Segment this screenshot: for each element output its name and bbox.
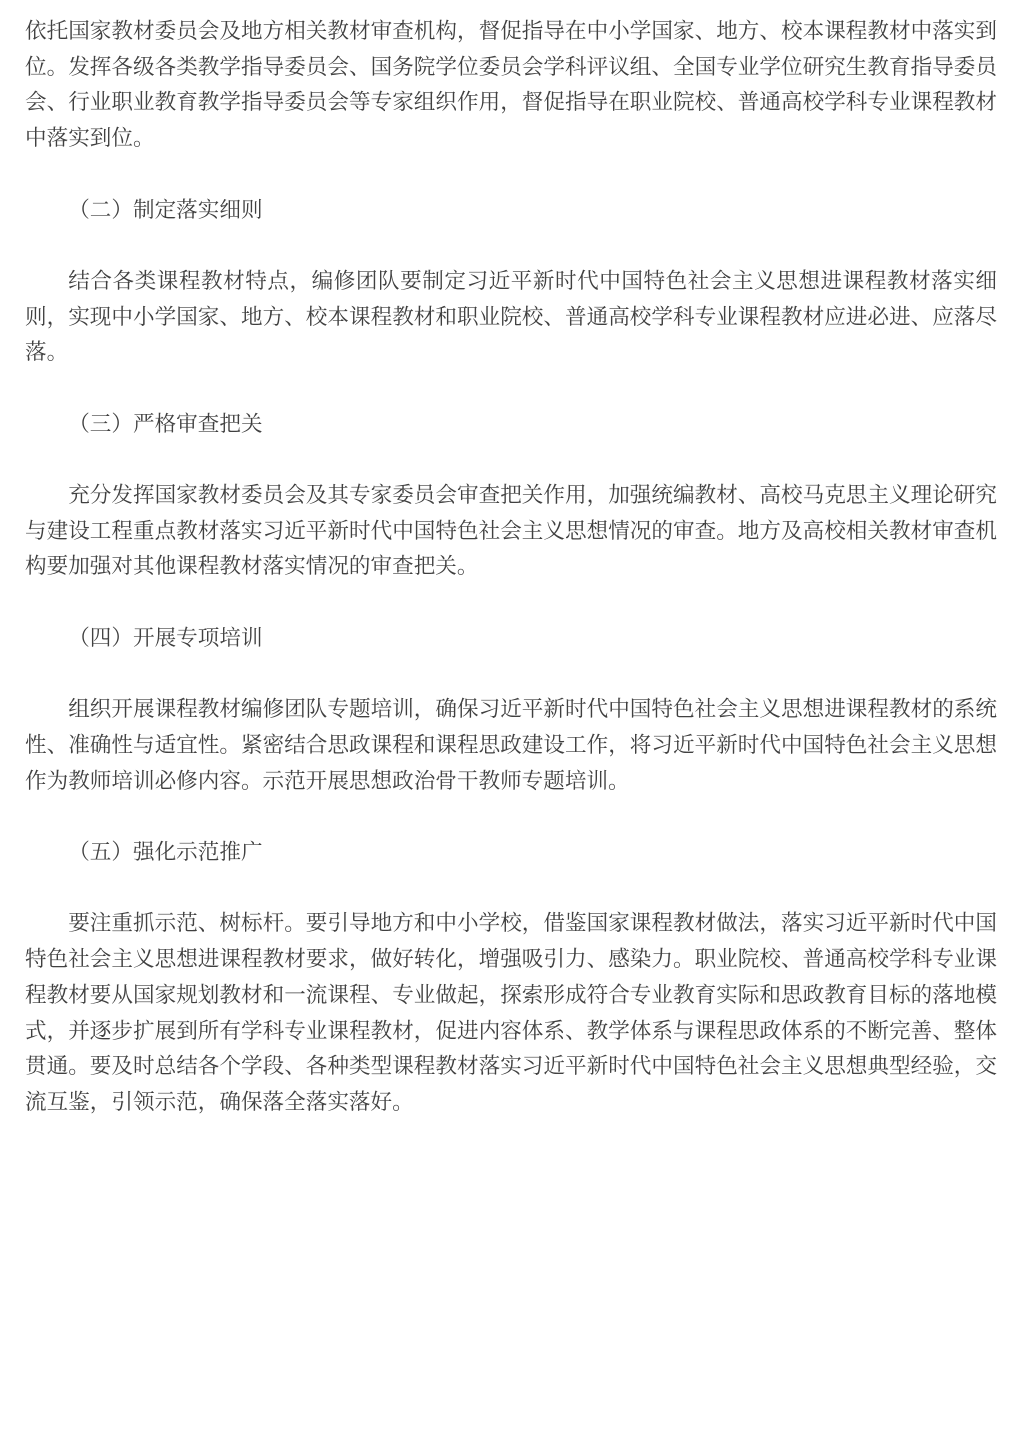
section-heading-5: （五）强化示范推广 bbox=[68, 840, 263, 865]
body-paragraph: 组织开展课程教材编修团队专题培训，确保习近平新时代中国特色社会主义思想进课程教材的系统性、准确性与适宜性。紧密结合思政课程和课程思政建设工作，将习近平新时代中国特色社会主义思想作为教师培训必修内容。示范开展思想政治骨干教师专题培训。 bbox=[25, 697, 997, 793]
section-heading-4: （四）开展专项培训 bbox=[68, 625, 263, 650]
body-paragraph: 依托国家教材委员会及地方相关教材审查机构，督促指导在中小学国家、地方、校本课程教材中落实到位。发挥各级各类教学指导委员会、国务院学位委员会学科评议组、全国专业学位研究生教育指导委员会、行业职业教育教学指导委员会等专家组织作用，督促指导在职业院校、普通高校学科专业课程教材中落实到位。 bbox=[25, 19, 997, 151]
body-paragraph: 充分发挥国家教材委员会及其专家委员会审查把关作用，加强统编教材、高校马克思主义理论研究与建设工程重点教材落实习近平新时代中国特色社会主义思想情况的审查。地方及高校相关教材审查机构要加强对其他课程教材落实情况的审查把关。 bbox=[25, 483, 997, 579]
body-paragraph: 要注重抓示范、树标杆。要引导地方和中小学校，借鉴国家课程教材做法，落实习近平新时代中国特色社会主义思想进课程教材要求，做好转化，增强吸引力、感染力。职业院校、普通高校学科专业课程教材要从国家规划教材和一流课程、专业做起，探索形成符合专业教育实际和思政教育目标的落地模式，并逐步扩展到所有学科专业课程教材，促进内容体系、教学体系与课程思政体系的不断完善、整体贯通。要及时总结各个学段、各种类型课程教材落实习近平新时代中国特色社会主义思想典型经验，交流互鉴，引领示范，确保落全落实落好。 bbox=[25, 911, 997, 1114]
body-paragraph: 结合各类课程教材特点，编修团队要制定习近平新时代中国特色社会主义思想进课程教材落实细则，实现中小学国家、地方、校本课程教材和职业院校、普通高校学科专业课程教材应进必进、应落尽落。 bbox=[25, 268, 997, 365]
section-heading-2: （二）制定落实细则 bbox=[68, 197, 263, 222]
section-heading-3: （三）严格审查把关 bbox=[68, 411, 263, 436]
